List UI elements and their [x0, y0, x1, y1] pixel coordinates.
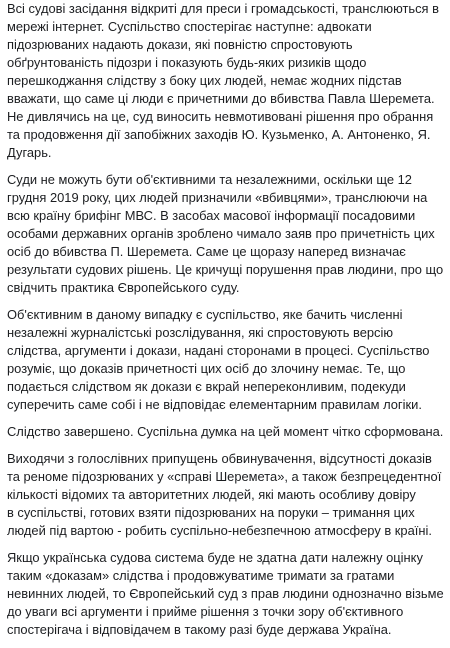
text-line: Дугарь.	[7, 145, 52, 160]
paragraph	[7, 0, 445, 162]
text-line: таким «доказам» слідства і продовжуватиме тримати за гратами	[7, 568, 395, 583]
paragraph	[7, 549, 445, 639]
text-line: Виходячи з голослівних припущень обвинувачення, відсутності доказів	[7, 451, 432, 466]
text-line: обґрунтованість підозри і показують будь-яких ризиків щодо	[7, 55, 367, 70]
text-line: людей під вартою - робить суспільно-небезпечною атмосферу в країні.	[7, 523, 432, 538]
text-line: незалежні журналістські розслідування, які спростовують версію	[7, 325, 394, 340]
paragraph	[7, 423, 445, 441]
text-line: Об'єктивним в даному випадку є суспільство, яке бачить численні	[7, 307, 403, 322]
paragraph	[7, 306, 445, 414]
post-text	[7, 0, 445, 648]
text-line: та реноме підозрюваних у «справі Шеремета», а також безпрецедентної	[7, 469, 442, 484]
text-line: Суди не можуть бути об'єктивними та незалежними, оскільки ще 12	[7, 172, 412, 187]
text-line: суперечить саме собі і не відповідає елементарним правилам логіки.	[7, 397, 422, 412]
text-line: Не дивлячись на це, суд виносить невмотивовані рішення про обрання	[7, 109, 434, 124]
text-line: невинних людей, то Європейський суд з прав людини однозначно візьме	[7, 586, 444, 601]
text-line: слідства, аргументи і докази, надані сторонами в процесі. Суспільство	[7, 343, 430, 358]
text-line: результати судових рішень. Це кричущі порушення прав людини, про що	[7, 262, 444, 277]
text-line: всю країну брифінг МВС. В засобах масової інформації посадовими	[7, 208, 416, 223]
text-line: розуміє, що доказів причетності цих осіб до злочину немає. Те, що	[7, 361, 406, 376]
text-line: спостерігача і відповідачем в такому разі буде держава Україна.	[7, 622, 392, 637]
text-line: мережі інтернет. Суспільство спостерігає наступне: адвокати	[7, 19, 372, 34]
text-line: перешкоджання слідству з боку цих людей, немає жодних підстав	[7, 73, 402, 88]
text-line: свідчить практика Європейського суду.	[7, 280, 240, 295]
text-line: особами державних органів зроблено чимало заяв про причетність цих	[7, 226, 435, 241]
paragraph	[7, 171, 445, 297]
text-line: вважати, що саме ці люди є причетними до вбивства Павла Шеремета.	[7, 91, 435, 106]
text-line: кількості відомих та авторитетних людей, які мають особливу довіру	[7, 487, 416, 502]
text-line: Якщо українська судова система буде не здатна дати належну оцінку	[7, 550, 423, 565]
text-line: в суспільстві, готових взяти підозрюваних на поруки – тримання цих	[7, 505, 415, 520]
text-line: осіб до вбивства П. Шеремета. Саме це щоразу наперед визначає	[7, 244, 406, 259]
text-line: Всі судові засідання відкриті для преси і громадськості, транслюються в	[7, 1, 439, 16]
text-line: подається слідством як докази є вкрай непереконливим, подекуди	[7, 379, 406, 394]
text-line: Слідство завершено. Суспільна думка на цей момент чітко сформована.	[7, 424, 444, 439]
text-line: до уваги всі аргументи і прийме рішення з точки зору об'єктивного	[7, 604, 404, 619]
paragraph	[7, 450, 445, 540]
text-line: грудня 2019 року, цих людей призначили «вбивцями», транслюючи на	[7, 190, 428, 205]
text-line: підозрюваних надають докази, які повністю спростовують	[7, 37, 353, 52]
text-line: та продовження дії запобіжних заходів Ю. Кузьменко, А. Антоненко, Я.	[7, 127, 431, 142]
